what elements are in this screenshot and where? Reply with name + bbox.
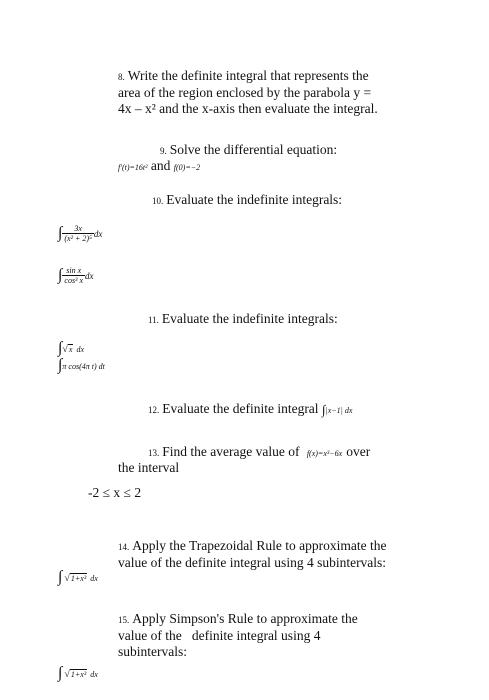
question-text: Evaluate the indefinite integrals:: [166, 192, 343, 207]
integral-expression: [58, 568, 98, 586]
question-number: 9.: [160, 146, 167, 156]
radicand: x: [68, 345, 73, 354]
question-text-line: value of the definite integral using 4: [118, 628, 321, 643]
sqrt-icon: √: [62, 344, 68, 355]
function-expression: f(x)=x³−6x: [306, 449, 343, 458]
question-number: 8.: [118, 72, 125, 82]
question-15: [118, 611, 358, 660]
integrand: π cos(4π t) dt: [62, 362, 105, 371]
question-number: 12.: [148, 405, 160, 415]
numerator: 3x: [62, 224, 93, 234]
integral-sign-icon: ∫: [58, 339, 63, 357]
question-text: Evaluate the definite integral: [162, 401, 319, 416]
denominator: cos³ x: [64, 276, 84, 285]
question-text-line: Apply Simpson's Rule to approximate the: [132, 611, 358, 626]
question-number: 15.: [118, 615, 130, 625]
question-13: [148, 444, 370, 462]
numerator: sin x: [62, 266, 85, 276]
question-11: [148, 311, 338, 328]
question-text-line: value of the definite integral using 4 subintervals:: [118, 555, 387, 570]
integral-sign-icon: ∫: [58, 356, 63, 374]
integral-sign-icon: ∫: [58, 224, 63, 242]
over-label: over: [346, 444, 371, 459]
initial-condition: f(0)=−2: [173, 163, 201, 172]
question-9-condition: [118, 158, 200, 176]
integral-expression: [58, 356, 105, 374]
question-text-line: area of the region enclosed by the parabola y =: [118, 85, 372, 100]
integrand: |x−1| dx: [325, 406, 353, 415]
sqrt-icon: √: [64, 573, 70, 584]
integral-sign-icon: ∫: [321, 401, 326, 417]
integral-sign-icon: ∫: [58, 664, 63, 682]
integral-expression: [58, 339, 84, 357]
differential: dx: [85, 271, 94, 282]
interval-expression: -2 ≤ x ≤ 2: [88, 485, 142, 500]
question-number: 11.: [148, 315, 159, 325]
question-12: [148, 401, 352, 419]
question-8: [118, 68, 378, 117]
question-number: 13.: [148, 448, 160, 458]
question-text-line: 4x – x² and the x-axis then evaluate the integral.: [118, 101, 378, 116]
question-number: 10.: [152, 196, 164, 206]
integral-sign-icon: ∫: [58, 568, 63, 586]
derivative-expression: f′(t)=16t²: [118, 163, 148, 172]
question-text-line: Apply the Trapezoidal Rule to approximate the: [132, 538, 387, 553]
question-14: [118, 538, 386, 571]
question-text-line: subintervals:: [118, 644, 187, 659]
radicand: 1+x³: [70, 574, 87, 583]
differential: dx: [90, 574, 98, 583]
question-text-line: the interval: [118, 460, 180, 475]
integral-expression: [58, 664, 98, 682]
and-label: and: [150, 158, 171, 173]
question-10: [152, 192, 342, 209]
question-9: [160, 142, 337, 159]
question-text-line: Write the definite integral that represents the: [127, 68, 369, 83]
sqrt-icon: √: [64, 669, 70, 680]
denominator: (x² + 2)⁵: [64, 234, 92, 243]
question-number: 14.: [118, 542, 130, 552]
integral-expression: [58, 266, 94, 285]
differential: dx: [93, 229, 103, 240]
integral-expression: [58, 224, 102, 243]
question-text: Evaluate the indefinite integrals:: [161, 311, 338, 326]
integral-sign-icon: ∫: [58, 266, 63, 284]
differential: dx: [90, 670, 98, 679]
radicand: 1+x³: [70, 670, 87, 679]
differential: dx: [76, 345, 85, 354]
question-text: Solve the differential equation:: [169, 142, 338, 157]
question-text: Find the average value of: [162, 444, 300, 459]
